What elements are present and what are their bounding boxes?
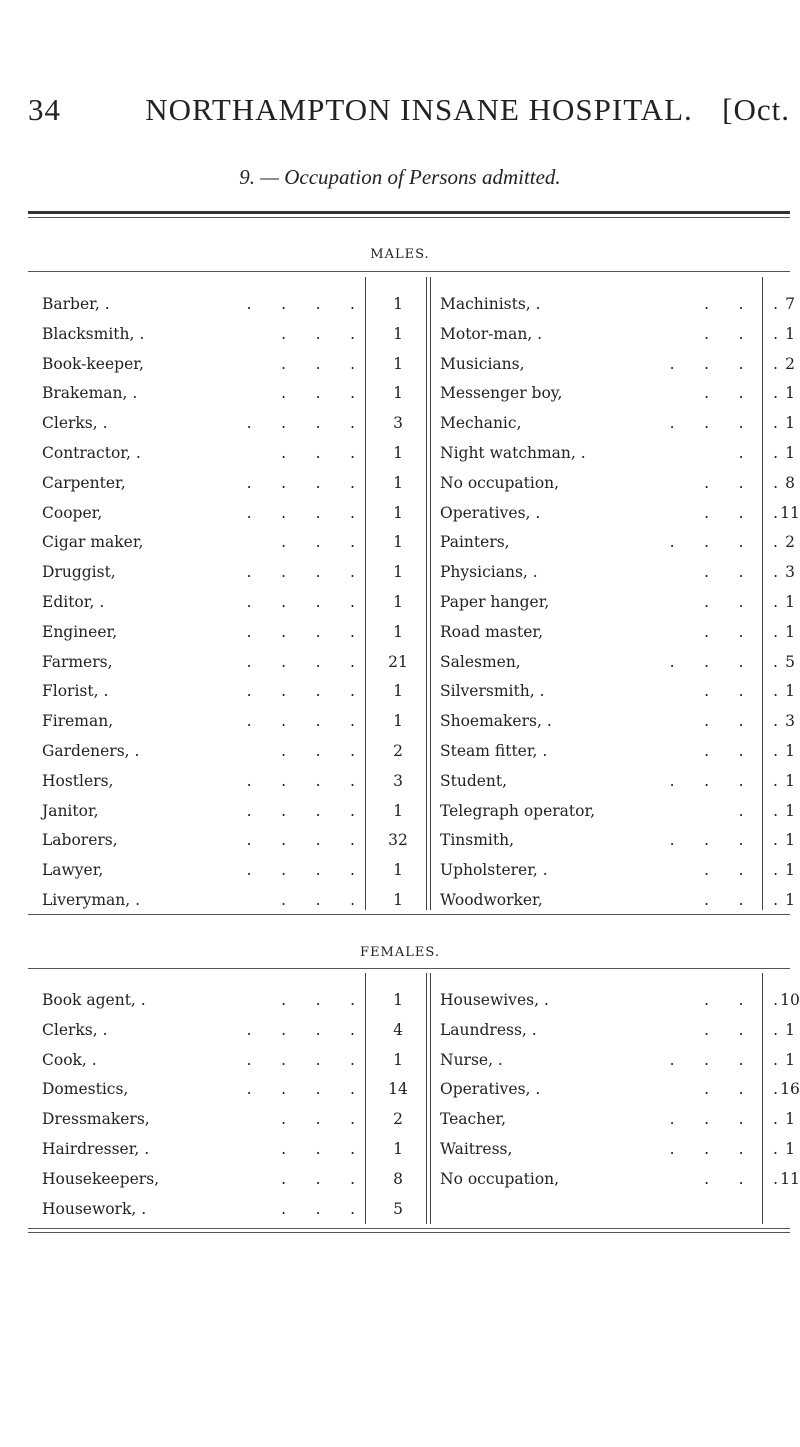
leader-dots: . . . . (246, 503, 355, 522)
occupation-label: Night watchman, . (440, 444, 586, 462)
section-title: 9. — Occupation of Persons admitted. (239, 165, 561, 189)
count-value: 1 (393, 295, 403, 313)
leader-dots: . . . (704, 1080, 778, 1099)
table-row (42, 617, 426, 647)
occupation-label: Steam fitter, . (440, 742, 548, 760)
leader-dots: . . . (281, 1110, 355, 1129)
count-value: 1 (393, 991, 403, 1009)
leader-dots: . . . . (669, 414, 778, 433)
leader-dots: . . . . (246, 622, 355, 641)
table-row (42, 378, 426, 408)
count-value: 1 (785, 324, 795, 343)
leader-dots: . . . . (246, 1050, 355, 1069)
table-row (440, 985, 800, 1015)
table-row (42, 676, 426, 706)
page-title: NORTHAMPTON INSANE HOSPITAL. (145, 92, 693, 127)
occupation-label: Gardeners, . (42, 742, 140, 760)
table-row (440, 676, 800, 706)
occupation-label: Barber, . (42, 295, 110, 313)
occupation-label: Teacher, (440, 1110, 507, 1129)
occupation-label: Student, (440, 771, 508, 790)
count-value: 1 (393, 473, 403, 492)
leader-dots: . . . (704, 295, 778, 313)
table-row (42, 557, 426, 587)
occupation-label: Carpenter, (42, 473, 126, 492)
occupation-label: Cooper, (42, 503, 103, 522)
count-value: 11 (780, 503, 800, 522)
occupation-label: Housewives, . (440, 991, 549, 1009)
leader-dots: . . . (281, 533, 355, 552)
leader-dots: . . . (704, 991, 778, 1009)
males-caption: MALES. (370, 247, 430, 262)
leader-dots: . . . (281, 1199, 355, 1218)
count-value: 1 (785, 1050, 795, 1069)
occupation-label: Liveryman, . (42, 891, 141, 909)
males-column-rule (430, 277, 431, 910)
table-row (42, 498, 426, 528)
occupation-label: Contractor, . (42, 444, 141, 462)
occupation-label: Hostlers, (42, 771, 114, 790)
count-value: 1 (785, 414, 795, 433)
count-value: 1 (393, 533, 403, 552)
occupation-label: Motor-man, . (440, 324, 543, 343)
count-value: 8 (393, 1169, 403, 1188)
leader-dots: . . . . (669, 771, 778, 790)
count-value: 5 (785, 652, 795, 671)
count-value: 1 (393, 503, 403, 522)
females-column-rule (430, 973, 431, 1224)
leader-dots: . . . (704, 861, 778, 880)
table-row (42, 289, 426, 319)
leader-dots: . . (738, 444, 778, 462)
table-row (440, 408, 800, 438)
females-bottom-rule-2 (28, 1232, 790, 1233)
count-value: 1 (785, 1110, 795, 1129)
occupation-label: Shoemakers, . (440, 712, 552, 731)
leader-dots: . . . (704, 593, 778, 611)
leader-dots: . . . (704, 682, 778, 701)
leader-dots: . . . . (669, 1110, 778, 1129)
males-top-rule (28, 271, 790, 272)
leader-dots: . . . . (246, 682, 355, 701)
occupation-label: Laundress, . (440, 1020, 537, 1039)
table-row (42, 1015, 426, 1045)
count-value: 1 (393, 1140, 403, 1158)
occupation-label: Housework, . (42, 1199, 147, 1218)
leader-dots: . . . . (246, 831, 355, 850)
occupation-label: Woodworker, (440, 891, 543, 909)
count-value: 5 (393, 1199, 403, 1218)
occupation-label: Editor, . (42, 593, 105, 611)
table-row (440, 736, 800, 766)
females-column-rule (426, 973, 427, 1224)
leader-dots: . . . (281, 384, 355, 403)
table-row (440, 617, 800, 647)
occupation-label: Engineer, (42, 622, 118, 641)
table-row (42, 1104, 426, 1134)
leader-dots: . . . (704, 742, 778, 760)
occupation-label: Domestics, (42, 1080, 129, 1099)
occupation-label: Book-keeper, (42, 354, 144, 373)
table-row (440, 1015, 800, 1045)
table-row (42, 1164, 426, 1194)
table-row (42, 766, 426, 796)
occupation-label: Laborers, (42, 831, 118, 850)
leader-dots: . . . (704, 622, 778, 641)
occupation-label: Paper hanger, (440, 593, 550, 611)
count-value: 11 (780, 1169, 800, 1188)
leader-dots: . . . . (246, 563, 355, 582)
count-value: 1 (393, 354, 403, 373)
occupation-label: Road master, (440, 622, 544, 641)
leader-dots: . . . . (246, 473, 355, 492)
table-row (42, 1074, 426, 1104)
table-row (440, 1134, 800, 1164)
count-value: 1 (785, 593, 795, 611)
count-value: 32 (388, 831, 408, 850)
females-bottom-rule-1 (28, 1228, 790, 1229)
page-month: [Oct. (722, 92, 790, 127)
table-row (440, 1164, 800, 1194)
occupation-label: Nurse, . (440, 1050, 503, 1069)
count-value: 10 (780, 991, 800, 1009)
table-row (42, 885, 426, 915)
occupation-label: No occupation, (440, 473, 560, 492)
occupation-label: Florist, . (42, 682, 109, 701)
leader-dots: . . . . (246, 652, 355, 671)
occupation-label: Hairdresser, . (42, 1140, 150, 1158)
leader-dots: . . . . (669, 831, 778, 850)
count-value: 8 (785, 473, 795, 492)
title-rule-thin (28, 217, 790, 218)
table-row (42, 468, 426, 498)
count-value: 1 (785, 861, 795, 880)
leader-dots: . . . . (246, 801, 355, 820)
count-value: 1 (393, 324, 403, 343)
occupation-label: Operatives, . (440, 1080, 541, 1099)
count-value: 1 (393, 444, 403, 462)
count-value: 1 (393, 622, 403, 641)
leader-dots: . . . (704, 503, 778, 522)
leader-dots: . . . . (669, 652, 778, 671)
leader-dots: . . . (704, 1169, 778, 1188)
table-row (42, 319, 426, 349)
table-row (440, 527, 800, 557)
table-row (440, 1045, 800, 1075)
occupation-label: Silversmith, . (440, 682, 545, 701)
table-row (440, 498, 800, 528)
occupation-label: Clerks, . (42, 414, 108, 433)
table-row (440, 587, 800, 617)
females-top-rule (28, 968, 790, 969)
table-row (440, 349, 800, 379)
count-value: 1 (393, 891, 403, 909)
count-value: 1 (785, 801, 795, 820)
count-value: 1 (785, 622, 795, 641)
count-value: 3 (785, 712, 795, 731)
table-row (440, 289, 800, 319)
count-value: 1 (393, 712, 403, 731)
count-value: 2 (393, 742, 403, 760)
table-row (42, 1134, 426, 1164)
leader-dots: . . . (281, 742, 355, 760)
occupation-label: Brakeman, . (42, 384, 138, 403)
table-row (440, 1074, 800, 1104)
occupation-label: Mechanic, (440, 414, 522, 433)
table-row (42, 408, 426, 438)
count-value: 1 (785, 384, 795, 403)
males-bottom-rule (28, 914, 790, 915)
table-row (440, 438, 800, 468)
table-row (440, 1104, 800, 1134)
occupation-label: Fireman, (42, 712, 114, 731)
count-value: 3 (393, 771, 403, 790)
count-value: 1 (393, 1050, 403, 1069)
count-value: 16 (780, 1080, 800, 1099)
occupation-label: Upholsterer, . (440, 861, 548, 880)
leader-dots: . . . . (246, 712, 355, 731)
occupation-label: Operatives, . (440, 503, 541, 522)
count-value: 1 (785, 1140, 795, 1158)
occupation-label: Tinsmith, (440, 831, 515, 850)
table-row (440, 378, 800, 408)
leader-dots: . . . (281, 354, 355, 373)
table-row (440, 796, 800, 826)
table-row (42, 527, 426, 557)
leader-dots: . . . . (669, 354, 778, 373)
table-row (42, 349, 426, 379)
table-row (440, 468, 800, 498)
count-value: 1 (393, 861, 403, 880)
occupation-label: Painters, (440, 533, 510, 552)
count-value: 1 (393, 801, 403, 820)
count-value: 1 (785, 742, 795, 760)
leader-dots: . . . . (246, 1020, 355, 1039)
count-value: 1 (785, 682, 795, 701)
table-row (42, 825, 426, 855)
count-value: 1 (393, 682, 403, 701)
occupation-label: Clerks, . (42, 1020, 108, 1039)
leader-dots: . . . (281, 891, 355, 909)
table-row (42, 1194, 426, 1224)
leader-dots: . . . . (246, 593, 355, 611)
occupation-label: Machinists, . (440, 295, 541, 313)
leader-dots: . . . (704, 1020, 778, 1039)
leader-dots: . . . (704, 324, 778, 343)
occupation-label: Cook, . (42, 1050, 97, 1069)
count-value: 1 (393, 384, 403, 403)
occupation-label: Dressmakers, (42, 1110, 150, 1129)
males-column-rule (426, 277, 427, 910)
leader-dots: . . . (704, 891, 778, 909)
occupation-label: Telegraph operator, (440, 801, 596, 820)
leader-dots: . . . (281, 324, 355, 343)
occupation-label: Housekeepers, (42, 1169, 160, 1188)
occupation-label: Salesmen, (440, 652, 521, 671)
occupation-label: Physicians, . (440, 563, 538, 582)
occupation-label: Janitor, (42, 801, 99, 820)
occupation-label: Musicians, (440, 354, 525, 373)
count-value: 21 (388, 652, 408, 671)
table-row (440, 557, 800, 587)
count-value: 3 (785, 563, 795, 582)
table-row (42, 438, 426, 468)
leader-dots: . . . . (246, 771, 355, 790)
occupation-label: Waitress, (440, 1140, 513, 1158)
count-value: 2 (785, 354, 795, 373)
occupation-label: Blacksmith, . (42, 324, 145, 343)
leader-dots: . . . . (246, 1080, 355, 1099)
leader-dots: . . . (281, 1140, 355, 1158)
table-row (440, 885, 800, 915)
table-row (42, 587, 426, 617)
count-value: 1 (785, 831, 795, 850)
table-row (440, 855, 800, 885)
occupation-label: Book agent, . (42, 991, 146, 1009)
count-value: 1 (785, 771, 795, 790)
leader-dots: . . . (281, 991, 355, 1009)
females-caption: FEMALES. (360, 945, 440, 960)
count-value: 1 (785, 891, 795, 909)
count-value: 4 (393, 1020, 403, 1039)
page-number: 34 (28, 92, 61, 127)
table-row (440, 706, 800, 736)
count-value: 1 (785, 444, 795, 462)
leader-dots: . . . (704, 473, 778, 492)
leader-dots: . . . (281, 1169, 355, 1188)
count-value: 2 (785, 533, 795, 552)
table-row (42, 855, 426, 885)
leader-dots: . . . . (669, 1140, 778, 1158)
leader-dots: . . . (704, 384, 778, 403)
count-value: 3 (393, 414, 403, 433)
table-row (440, 825, 800, 855)
occupation-label: Druggist, (42, 563, 116, 582)
count-value: 2 (393, 1110, 403, 1129)
occupation-label: Cigar maker, (42, 533, 144, 552)
table-row (42, 1045, 426, 1075)
leader-dots: . . . (704, 712, 778, 731)
occupation-label: Lawyer, (42, 861, 104, 880)
leader-dots: . . . (281, 444, 355, 462)
count-value: 14 (388, 1080, 408, 1099)
leader-dots: . . (738, 801, 778, 820)
count-value: 1 (785, 1020, 795, 1039)
occupation-label: Farmers, (42, 652, 113, 671)
title-rule-thick (28, 211, 790, 214)
leader-dots: . . . (704, 563, 778, 582)
leader-dots: . . . . (246, 861, 355, 880)
table-row (440, 319, 800, 349)
leader-dots: . . . . (246, 414, 355, 433)
table-row (440, 647, 800, 677)
table-row (440, 766, 800, 796)
count-value: 1 (393, 593, 403, 611)
table-row (42, 647, 426, 677)
page-header (28, 92, 790, 132)
count-value: 1 (393, 563, 403, 582)
occupation-label: Messenger boy, (440, 384, 563, 403)
table-row (42, 796, 426, 826)
table-row (42, 736, 426, 766)
leader-dots: . . . . (669, 1050, 778, 1069)
table-row (42, 706, 426, 736)
table-row (42, 985, 426, 1015)
occupation-label: No occupation, (440, 1169, 560, 1188)
leader-dots: . . . . (669, 533, 778, 552)
leader-dots: . . . . (246, 295, 355, 313)
count-value: 7 (785, 295, 795, 313)
